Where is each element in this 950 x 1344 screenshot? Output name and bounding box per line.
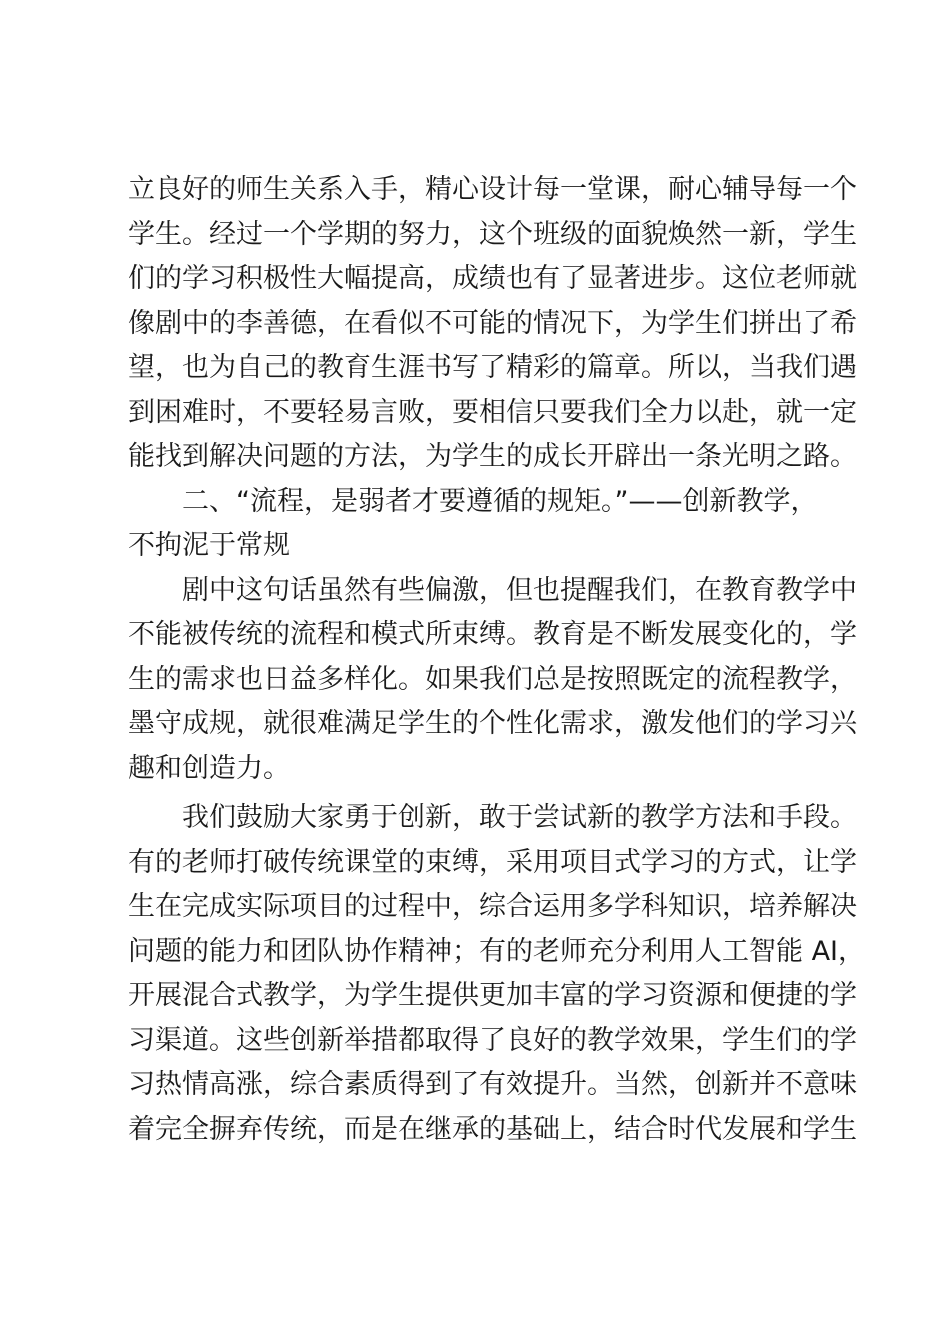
text-line: 问题的能力和团队协作精神；有的老师充分利用人工智能 AI，: [128, 935, 866, 967]
text-line: 学生。经过一个学期的努力，这个班级的面貌焕然一新，学生: [128, 218, 857, 250]
document-body: [128, 168, 866, 1152]
text-line: 有的老师打破传统课堂的束缚，采用项目式学习的方式，让学: [128, 846, 857, 878]
text-line: 开展混合式教学，为学生提供更加丰富的学习资源和便捷的学: [128, 980, 857, 1011]
text-line: 像剧中的李善德，在看似不可能的情况下，为学生们拼出了希: [128, 307, 857, 339]
section-heading-2: [128, 480, 828, 569]
heading-line: 不拘泥于常规: [128, 530, 290, 561]
text-line: 们的学习积极性大幅提高，成绩也有了显著进步。这位老师就: [128, 263, 857, 294]
text-line: 生在完成实际项目的过程中，综合运用多学科知识，培养解决: [128, 891, 857, 922]
text-line: 墨守成规，就很难满足学生的个性化需求，激发他们的学习兴: [128, 708, 857, 739]
text-line: 着完全摒弃传统，而是在继承的基础上，结合时代发展和学生: [128, 1113, 857, 1145]
text-line: 习热情高涨，综合素质得到了有效提升。当然，创新并不意味: [128, 1069, 857, 1100]
paragraph-1: [128, 168, 857, 480]
text-line: 习渠道。这些创新举措都取得了良好的教学效果，学生们的学: [128, 1024, 857, 1056]
text-line: 能找到解决问题的方法，为学生的成长开辟出一条光明之路。: [128, 441, 857, 472]
paragraph-3: [128, 796, 866, 1152]
text-line: 立良好的师生关系入手，精心设计每一堂课，耐心辅导每一个: [128, 174, 857, 205]
text-line: 剧中这句话虽然有些偏激，但也提醒我们，在教育教学中: [182, 574, 857, 606]
text-line: 不能被传统的流程和模式所束缚。教育是不断发展变化的，学: [128, 619, 857, 650]
text-line: 趣和创造力。: [128, 752, 290, 784]
paragraph-2: [128, 569, 857, 792]
text-line: 到困难时，不要轻易言败，要相信只要我们全力以赴，就一定: [128, 396, 857, 428]
text-line: 望，也为自己的教育生涯书写了精彩的篇章。所以，当我们遇: [128, 352, 857, 383]
text-line: 生的需求也日益多样化。如果我们总是按照既定的流程教学，: [128, 663, 857, 695]
text-line: 我们鼓励大家勇于创新，敢于尝试新的教学方法和手段。: [182, 802, 857, 833]
heading-line: 二、“流程，是弱者才要遵循的规矩。”——创新教学，: [182, 485, 818, 517]
